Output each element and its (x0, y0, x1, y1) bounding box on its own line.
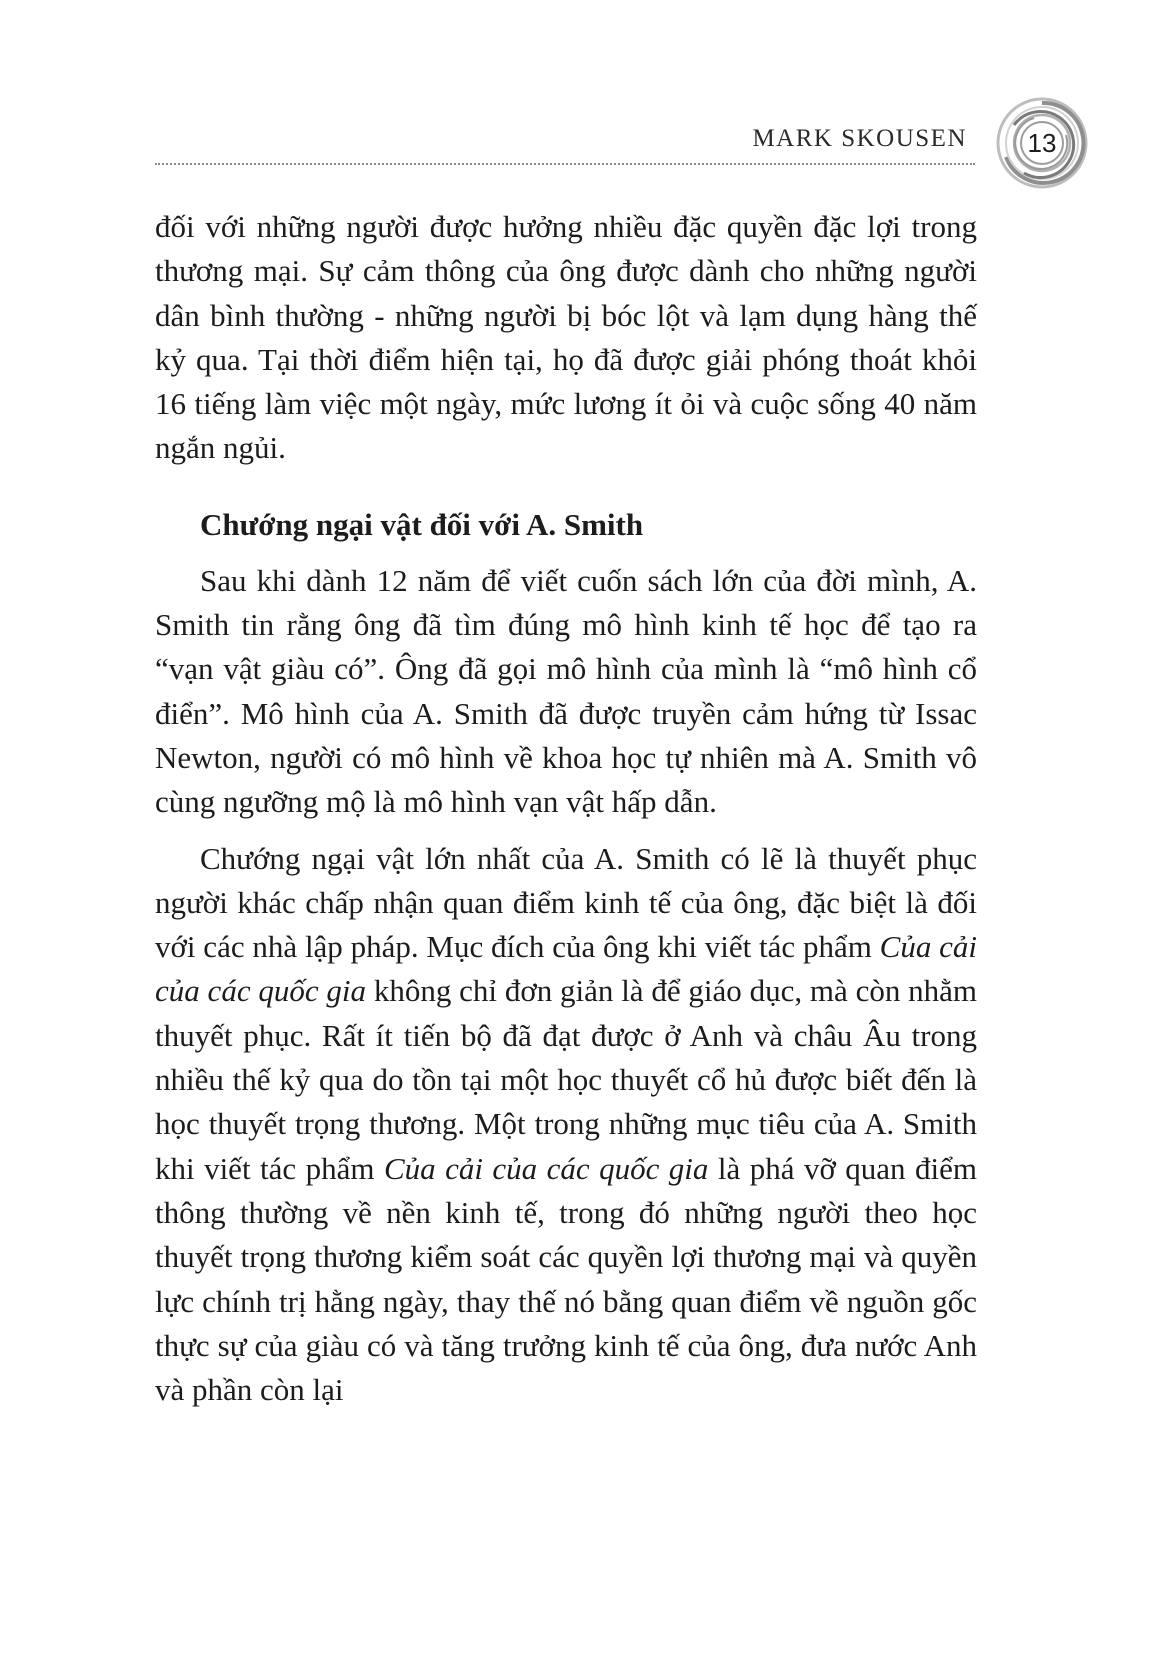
page-header (155, 95, 1090, 185)
page-number: 13 (1027, 128, 1057, 158)
book-title-italic-1: Của cải của các quốc gia (155, 929, 977, 1009)
page-number-badge (994, 95, 1090, 191)
running-head: MARK SKOUSEN (752, 125, 967, 152)
paragraph-2: Sau khi dành 12 năm để viết cuốn sách lớn của đời mình, A. Smith tin rằng ông đã tìm đúng mô hình kinh tế học để tạo ra “vạn vật giàu có”. Ông đã gọi mô hình của mình là “mô hình cổ điển”. Mô hình của A. Smith đã được truyền cảm hứng từ Issac Newton, người có mô hình về khoa học tự nhiên mà A. Smith vô cùng ngưỡng mộ là mô hình vạn vật hấp dẫn. (155, 562, 977, 820)
body-text (155, 205, 977, 1412)
section-heading: Chướng ngại vật đối với A. Smith (200, 506, 644, 542)
book-title-italic-2: Của cải của các quốc gia (383, 1150, 709, 1186)
paragraph-3-text-2: không chỉ đơn giản là để giáo dục, mà còn nhằm thuyết phục. Rất ít tiến bộ đã đạt được ở Anh và châu Âu trong nhiều thế kỷ qua do tồn tại một học thuyết cổ hủ được biết đến là học thuyết trọng thương. Một trong những mục tiêu của A. Smith khi viết tác phẩm (155, 973, 978, 1186)
paragraph-3-text-1: Chướng ngại vật lớn nhất của A. Smith có lẽ là thuyết phục người khác chấp nhận quan điểm kinh tế của ông, đặc biệt là đối với các nhà lập pháp. Mục đích của ông khi viết tác phẩm (155, 840, 977, 965)
header-dotted-rule (155, 163, 975, 165)
paragraph-3 (155, 837, 977, 1413)
paragraph-3-text-3: là phá vỡ quan điểm thông thường về nền kinh tế, trong đó những người theo học thuyết trọng thương kiểm soát các quyền lợi thương mại và quyền lực chính trị hằng ngày, thay thế nó bằng quan điểm về nguồn gốc thực sự của giàu có và tăng trưởng kinh tế của ông, đưa nước Anh và phần còn lại (155, 1150, 977, 1408)
paragraph-1: đối với những người được hưởng nhiều đặc quyền đặc lợi trong thương mại. Sự cảm thông của ông được dành cho những người dân bình thường - những người bị bóc lột và lạm dụng hàng thế kỷ qua. Tại thời điểm hiện tại, họ đã được giải phóng thoát khỏi 16 tiếng làm việc một ngày, mức lương ít ỏi và cuộc sống 40 năm ngắn ngủi. (155, 209, 977, 466)
